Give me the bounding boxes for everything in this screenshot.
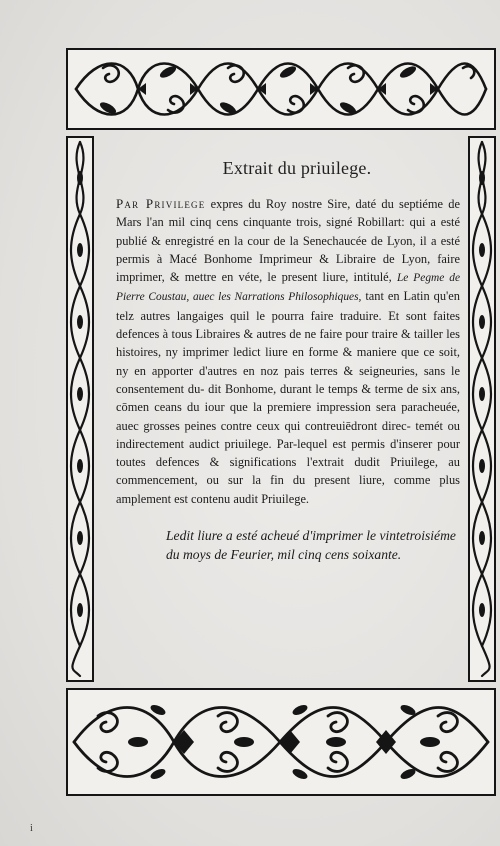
top-ornament-band xyxy=(66,48,496,130)
right-ornament-band xyxy=(468,136,496,682)
left-ornament-band xyxy=(66,136,94,682)
page-title: Extrait du priuilege. xyxy=(222,158,372,178)
privilege-text-part-2: tant en Latin qu'en telz autres langaiges quil le pourra faire traduire. Et sont faites defences à tous Libraires & autres de ne faire pour traire & tailler les histoires, ny imprimer ledict liure en forme & maniere que ce soit, ny en apporter d'autres en noz pais terres & seigneuries, sans le consentement du- dit Bonhome, durant le temps & terme de six ans, cōmen ceans du iour que la premiere impression sera paracheuée, auec grosses peines contre ceux qui contreuiēdront direc- temét ou indirectement audict priuilege. Par-lequel est permis d'inserer pour toutes defences & significations l'extrait dudit Priuilege, au commencement, ou sur la fin du present liure, comme plus amplement est contenu audit Priuilege. xyxy=(116,289,460,506)
privilege-text-block xyxy=(100,136,464,682)
privilege-text-part-1: expres du Roy nostre Sire, daté du septiéme de Mars l'an mil cinq cens cinquante trois, signé Robillart: qui a esté publié & enregistré en la cour de la Senechaucée de Lyon, il a esté permis à Macé Bonhome Imprimeur & Libraire de Lyon, faire imprimer, & mettre en véte, le present liure, intitulé, xyxy=(116,197,460,285)
book-title: Le Pegme de Pierre Coustau, auec les Narrations Philosophiques, xyxy=(116,272,461,304)
top-scroll-ornament xyxy=(68,50,494,128)
colophon: Ledit liure a esté acheué d'imprimer le vintetroisiéme du moys de Feurier, mil cinq cens soixante. xyxy=(166,528,456,563)
privilege-paragraph xyxy=(116,195,460,508)
privilege-opening-words: Par Privilege xyxy=(116,196,206,211)
bottom-arabesque-ornament xyxy=(68,690,494,794)
page-marker: i xyxy=(30,823,33,834)
left-scroll-ornament xyxy=(68,138,92,680)
right-scroll-ornament xyxy=(470,138,494,680)
ornamental-frame xyxy=(66,48,496,748)
bottom-ornament-band xyxy=(66,688,496,796)
